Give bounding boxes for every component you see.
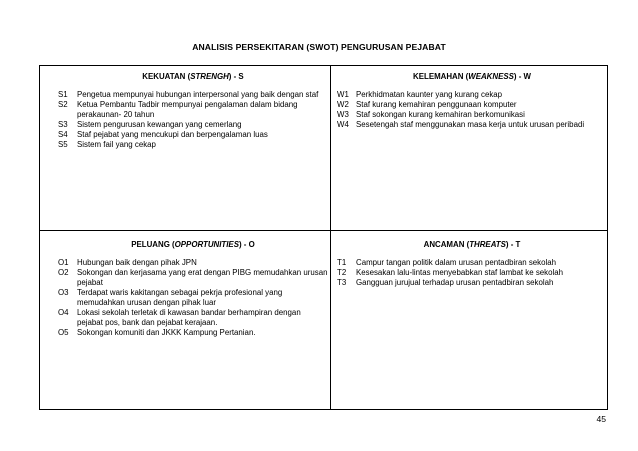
opportunities-item: [58, 288, 328, 308]
strengths-item: [58, 120, 328, 130]
weaknesses-list: [337, 90, 607, 130]
strengths-heading: KEKUATAN (STRENGH) - S: [142, 72, 244, 81]
item-code: O5: [58, 328, 69, 337]
item-text: Lokasi sekolah terletak di kawasan bandar berhampiran dengan pejabat pos, bank dan pejabat kerajaan.: [77, 308, 301, 327]
weaknesses-cell: [337, 72, 607, 130]
item-code: W4: [337, 120, 349, 129]
item-code: S2: [58, 100, 68, 109]
item-text: Sistem pengurusan kewangan yang cemerlang: [77, 120, 242, 129]
swot-table: [39, 65, 608, 410]
item-code: S4: [58, 130, 68, 139]
opportunities-list: [58, 258, 328, 338]
strengths-item: [58, 130, 328, 140]
opportunities-item: [58, 258, 328, 268]
opportunities-item: [58, 308, 328, 328]
item-text: Staf sokongan kurang kemahiran berkomunikasi: [356, 110, 525, 119]
table-divider-horizontal: [40, 230, 607, 231]
item-text: Terdapat waris kakitangan sebagai pekrja profesional yang memudahkan urusan dengan pihak luar: [77, 288, 283, 307]
threats-item: [337, 258, 607, 268]
item-code: W2: [337, 100, 349, 109]
weaknesses-item: [337, 90, 607, 100]
strengths-item: [58, 100, 328, 120]
opportunities-heading: PELUANG (OPPORTUNITIES) - O: [131, 240, 255, 249]
item-code: S1: [58, 90, 68, 99]
item-code: W3: [337, 110, 349, 119]
item-code: T3: [337, 278, 347, 287]
item-text: Staf kurang kemahiran penggunaan komputer: [356, 100, 517, 109]
item-text: Sokongan dan kerjasama yang erat dengan PIBG memudahkan urusan pejabat: [77, 268, 328, 287]
item-text: Pengetua mempunyai hubungan interpersonal yang baik dengan staf: [77, 90, 319, 99]
item-code: T1: [337, 258, 347, 267]
strengths-item: [58, 140, 328, 150]
threats-cell: [337, 240, 607, 288]
item-code: O1: [58, 258, 69, 267]
item-text: Staf pejabat yang mencukupi dan berpengalaman luas: [77, 130, 268, 139]
item-text: Perkhidmatan kaunter yang kurang cekap: [356, 90, 503, 99]
strengths-list: [58, 90, 328, 150]
item-text: Kesesakan lalu-lintas menyebabkan staf lambat ke sekolah: [356, 268, 564, 277]
strengths-item: [58, 90, 328, 100]
page-number: 45: [596, 414, 606, 424]
item-text: Ketua Pembantu Tadbir mempunyai pengalaman dalam bidang perakaunan- 20 tahun: [77, 100, 298, 119]
item-text: Campur tangan politik dalam urusan pentadbiran sekolah: [356, 258, 557, 267]
item-text: Hubungan baik dengan pihak JPN: [77, 258, 197, 267]
threats-item: [337, 268, 607, 278]
opportunities-cell: [58, 240, 328, 338]
threats-heading: ANCAMAN (THREATS) - T: [423, 240, 521, 249]
item-code: W1: [337, 90, 349, 99]
item-text: Sesetengah staf menggunakan masa kerja untuk urusan peribadi: [356, 120, 585, 129]
item-code: S3: [58, 120, 68, 129]
weaknesses-item: [337, 110, 607, 120]
item-code: S5: [58, 140, 68, 149]
weaknesses-heading: KELEMAHAN (WEAKNESS) - W: [413, 72, 531, 81]
item-code: O4: [58, 308, 69, 317]
item-text: Sokongan komuniti dan JKKK Kampung Pertanian.: [77, 328, 256, 337]
opportunities-item: [58, 328, 328, 338]
strengths-cell: [58, 72, 328, 150]
item-code: O2: [58, 268, 69, 277]
item-code: O3: [58, 288, 69, 297]
item-code: T2: [337, 268, 347, 277]
item-text: Gangguan jurujual terhadap urusan pentadbiran sekolah: [356, 278, 554, 287]
item-text: Sistem fail yang cekap: [77, 140, 156, 149]
weaknesses-item: [337, 120, 607, 130]
opportunities-item: [58, 268, 328, 288]
threats-list: [337, 258, 607, 288]
document-title: ANALISIS PERSEKITARAN (SWOT) PENGURUSAN PEJABAT: [192, 42, 446, 52]
table-divider-vertical: [330, 66, 331, 409]
threats-item: [337, 278, 607, 288]
weaknesses-item: [337, 100, 607, 110]
